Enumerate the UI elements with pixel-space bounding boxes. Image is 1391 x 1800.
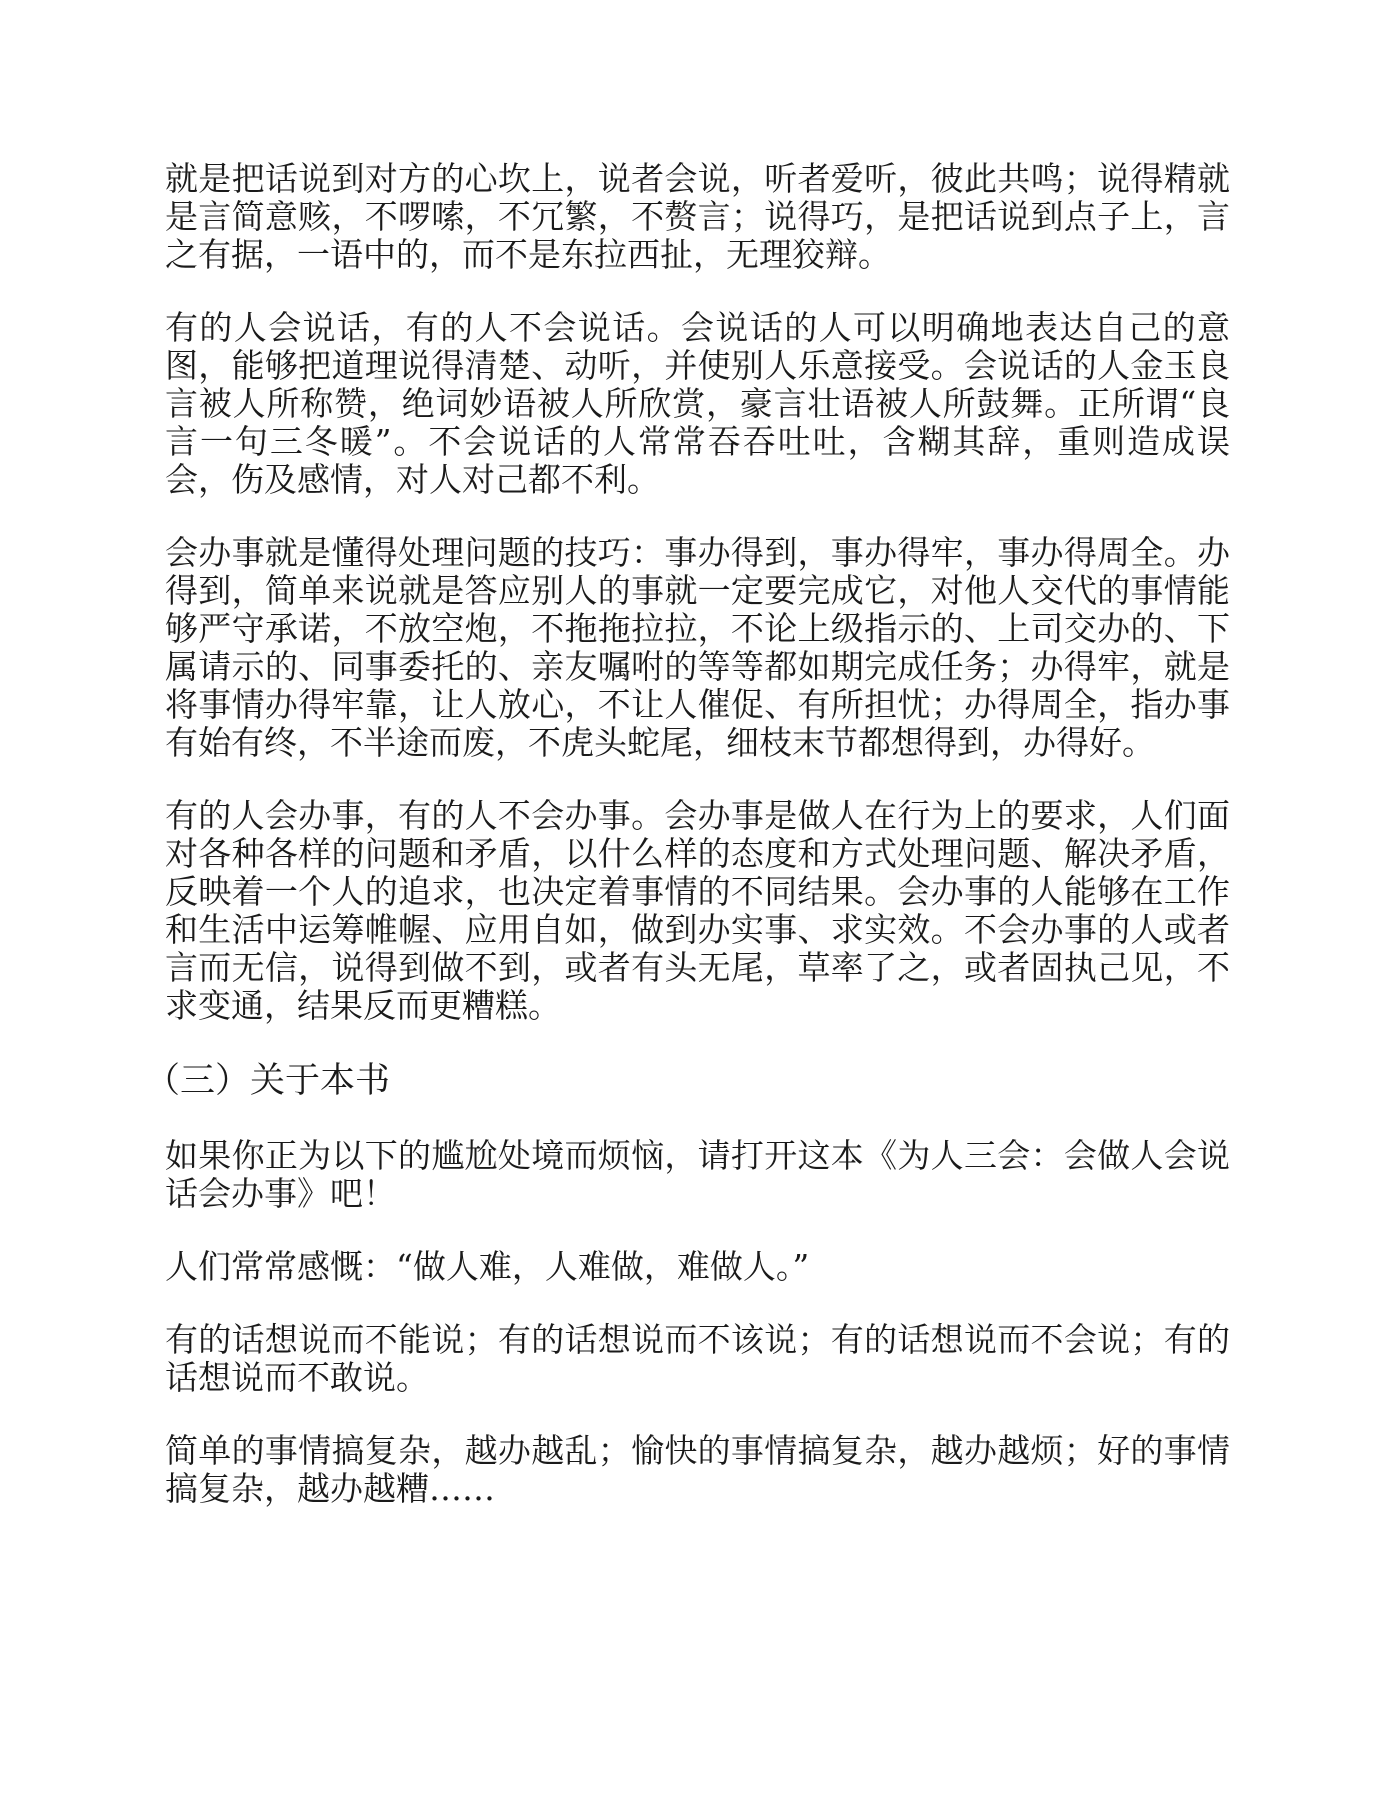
paragraph: 有的话想说而不能说；有的话想说而不该说；有的话想说而不会说；有的话想说而不敢说。 <box>165 1320 1230 1397</box>
paragraph: 有的人会说话，有的人不会说话。会说话的人可以明确地表达自己的意图，能够把道理说得清楚、动听，并使别人乐意接受。会说话的人金玉良言被人所称赞，绝词妙语被人所欣赏，豪言壮语被人所鼓舞。正所谓“良言一句三冬暖”。不会说话的人常常吞吞吐吐，含糊其辞，重则造成误会，伤及感情，对人对己都不利。 <box>165 308 1230 499</box>
paragraph: 就是把话说到对方的心坎上，说者会说，听者爱听，彼此共鸣；说得精就是言简意赅，不啰嗦，不冗繁，不赘言；说得巧，是把话说到点子上，言之有据，一语中的，而不是东拉西扯，无理狡辩。 <box>165 159 1230 274</box>
paragraph: 简单的事情搞复杂，越办越乱；愉快的事情搞复杂，越办越烦；好的事情搞复杂，越办越糟…… <box>165 1431 1230 1508</box>
document-body <box>145 159 1230 1543</box>
paragraph: 会办事就是懂得处理问题的技巧：事办得到，事办得牢，事办得周全。办得到，简单来说就是答应别人的事就一定要完成它，对他人交代的事情能够严守承诺，不放空炮，不拖拖拉拉，不论上级指示的、上司交办的、下属请示的、同事委托的、亲友嘱咐的等等都如期完成任务；办得牢，就是将事情办得牢靠，让人放心，不让人催促、有所担忧；办得周全，指办事有始有终，不半途而废，不虎头蛇尾，细枝末节都想得到，办得好。 <box>165 533 1230 762</box>
paragraph: 如果你正为以下的尴尬处境而烦恼，请打开这本《为人三会：会做人会说话会办事》吧！ <box>165 1136 1230 1213</box>
paragraph: 人们常常感慨：“做人难，人难做，难做人。” <box>165 1247 810 1286</box>
section-heading: （三）关于本书 <box>145 1061 391 1101</box>
paragraph: 有的人会办事，有的人不会办事。会办事是做人在行为上的要求，人们面对各种各样的问题和矛盾，以什么样的态度和方式处理问题、解决矛盾，反映着一个人的追求，也决定着事情的不同结果。会办事的人能够在工作和生活中运筹帷幄、应用自如，做到办实事、求实效。不会办事的人或者言而无信，说得到做不到，或者有头无尾，草率了之，或者固执己见，不求变通，结果反而更糟糕。 <box>165 796 1230 1025</box>
